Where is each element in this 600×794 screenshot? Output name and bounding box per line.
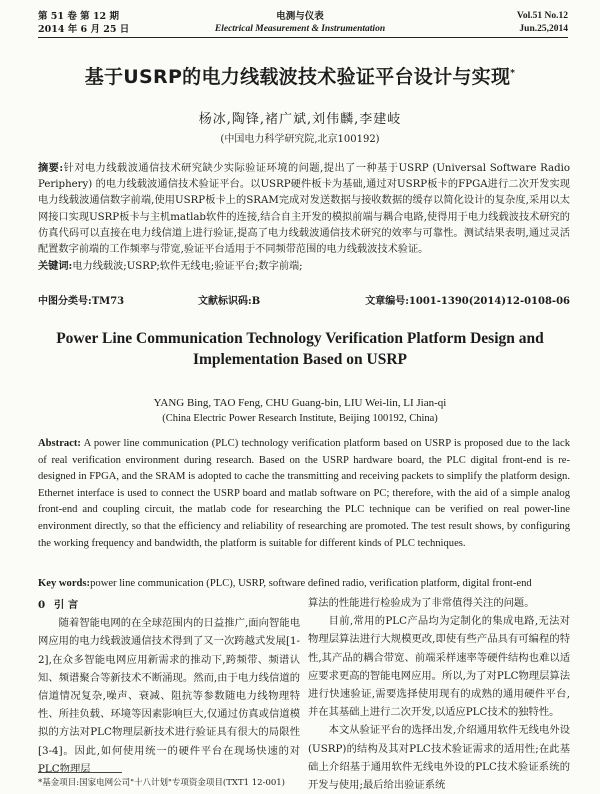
title-en-line1: Power Line Communication Technology Verification Platform Design and xyxy=(56,330,544,347)
clc-number xyxy=(38,292,124,307)
funding-footnote: *基金项目:国家电网公司"十八计划"专项资金项目(TXT1 12-001) xyxy=(38,778,285,788)
article-number xyxy=(365,292,570,307)
journal-volume-en xyxy=(517,10,568,36)
clc-value: TM73 xyxy=(91,296,125,307)
publish-date-en: Jun.25,2014 xyxy=(519,24,568,34)
authors-en: YANG Bing, TAO Feng, CHU Guang-bin, LIU Wei-lin, LI Jian-qi xyxy=(153,397,447,409)
doc-code-label: 文献标识码: xyxy=(198,296,252,307)
volume-issue-en: Vol.51 No.12 xyxy=(516,11,568,21)
keywords-cn-label: 关键词: xyxy=(38,260,73,273)
keywords-en xyxy=(38,576,570,591)
keywords-cn xyxy=(38,258,570,275)
keywords-en-text: power line communication (PLC), USRP, software defined radio, verification platform, digital front-end xyxy=(90,578,532,589)
title-cn-text: 基于USRP的电力线载波技术验证平台设计与实现 xyxy=(84,66,511,88)
intro-paragraph-1: 随着智能电网的在全球范围内的日益推广,面向智能电网应用的电力线载波通信技术得到了又一次跨越式发展[1-2],在众多智能电网应用新需求的推动下,跨频带、频谱认知、频谱聚合等新技术不断涌现。然而,由于电力线信道的信道情况复杂,噪声、衰减、阻抗等参数随电力线物理特性、所挂负载、环境等因素影响巨大,仅通过仿真或信道模拟的方法对PLC物理层新技术进行验证具有很大的局限性[3-4]。因此,如何使用统一的硬件平台在现场快速的对PLC物理层 xyxy=(38,617,300,775)
affiliation-en: (China Electric Power Research Institute, Beijing 100192, China) xyxy=(162,413,438,424)
journal-name xyxy=(0,10,600,36)
document-code xyxy=(198,292,260,307)
intro-paragraph-2: 目前,常用的PLC产品均为定制化的集成电路,无法对物理层算法进行大规模更改,即使有些产品具有可编程的特性,其产品的耦合带宽、前端采样速率等硬件结构也难以适应要求更高的智能电网应用。所以,为了对PLC物理层算法进行快速验证,需要选择使用现有的成熟的通用硬件平台,并在其基础上进行二次开发,以适应PLC技术的独特性。 xyxy=(308,615,570,719)
section-heading xyxy=(38,596,300,614)
section-number: 0 xyxy=(38,599,46,611)
article-no-value: 1001-1390(2014)12-0108-06 xyxy=(408,296,570,307)
keywords-en-label: Key words: xyxy=(38,578,91,589)
abstract-en-text: A power line communication (PLC) technology verification platform based on USRP is proposed due to the lack of real verification environment during research. Based on the USRP hardware board, the PLC digital front-end is re-designed in FPGA, and the SRAM is adopted to cache the transmitting and receiving packets to simplify the platform design. Ethernet interface is used to connect the USRP board and matlab software on PC; therefore, with the aid of a simple analog front-end and coupling circuit, the matlab code for researching the PLC technique can be verified on real power-line environment directly, so that the efficiency and reliability of researching are promoted. The test result shows, by configuring the working frequency and bandwidth, the platform is suitable for different kinds of PLC techniques. xyxy=(38,438,570,549)
paper-title-en xyxy=(0,328,600,370)
journal-name-cn: 电测与仪表 xyxy=(276,11,324,22)
intro-paragraph-1-cont: 算法的性能进行检验成为了非常值得关注的问题。 xyxy=(308,597,535,609)
intro-paragraph-3: 本文从验证平台的选择出发,介绍通用软件无线电外设(USRP)的结构及其对PLC技术验证需求的适用性;在此基础上介绍基于通用软件无线电外设的PLC技术验证系统的开发与使用;最后给出验证系统 xyxy=(308,724,570,792)
body-column-left xyxy=(38,596,300,778)
doc-code-value: B xyxy=(251,296,261,307)
publish-date: 2014 年 6 月 25 日 xyxy=(38,24,130,35)
footnote-rule xyxy=(38,772,122,773)
title-footnote-mark: * xyxy=(510,68,516,79)
abstract-en xyxy=(38,436,570,552)
journal-name-en: Electrical Measurement & Instrumentation xyxy=(214,24,386,34)
abstract-en-label: Abstract: xyxy=(38,438,81,449)
keywords-cn-text: 电力线载波;USRP;软件无线电;验证平台;数字前端; xyxy=(72,261,303,273)
body-column-right xyxy=(308,594,570,794)
abstract-cn-text: 针对电力线载波通信技术研究缺少实际验证环境的问题,提出了一种基于USRP (Universal Software Radio Periphery) 的电力线载波通信技术验证平台。以USRP硬件板卡为基础,通过对USRP板卡的FPGA进行二次开发实现电力线载波通信数字前端,使用USRP板卡上的SRAM完成对发送数据与接收数据的缓存以简化设计的复杂度,采用以太网接口实现USRP板卡与主机matlab软件的连接,结合自主开发的模拟前端与耦合电路,使得用于电力线载波技术研究的仿真代码可以直接在电力线信道上进行验证,提高了电力线载波通信技术研究的效率与可靠性。测试结果表明,通过灵活配置数字前端的工作频率与带宽,验证平台适用于不同频带范围的电力线载波技术验证。 xyxy=(38,163,570,256)
header-rule xyxy=(38,37,568,38)
section-title: 引 言 xyxy=(54,599,79,611)
abstract-cn-label: 摘要: xyxy=(38,162,64,174)
affiliation-cn: (中国电力科学研究院,北京100192) xyxy=(220,134,380,145)
volume-issue: 第 51 卷 第 12 期 xyxy=(38,11,119,22)
article-no-label: 文章编号: xyxy=(365,296,409,307)
authors-cn: 杨冰,陶锋,褚广斌,刘伟麟,李建岐 xyxy=(198,112,402,127)
paper-title-cn xyxy=(0,62,600,89)
title-en-line2: Implementation Based on USRP xyxy=(192,351,407,368)
abstract-cn xyxy=(38,160,570,275)
clc-label: 中图分类号: xyxy=(38,296,92,307)
